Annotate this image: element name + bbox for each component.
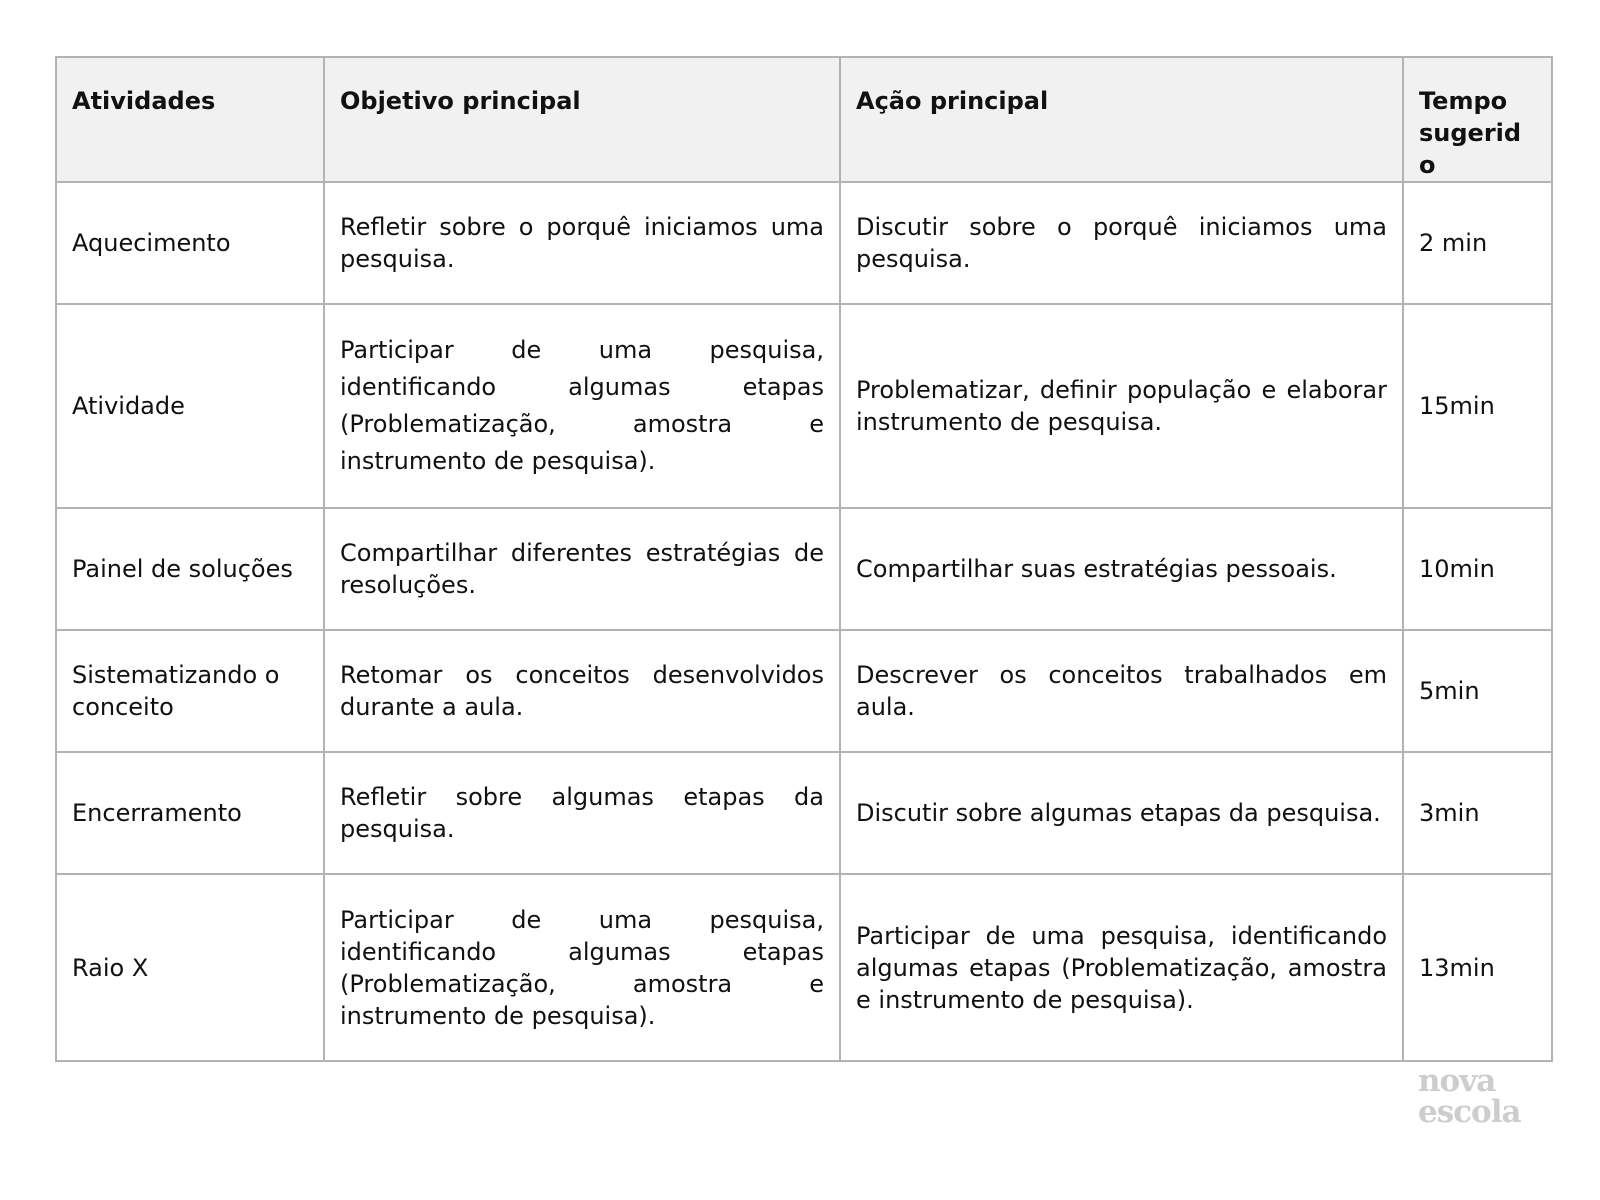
cell-acao: Discutir sobre algumas etapas da pesquisa. bbox=[840, 752, 1403, 874]
table-body bbox=[56, 182, 1552, 1061]
cell-objetivo: Compartilhar diferentes estratégias de resoluções. bbox=[324, 508, 840, 630]
cell-acao: Compartilhar suas estratégias pessoais. bbox=[840, 508, 1403, 630]
lesson-plan-table bbox=[55, 56, 1553, 1062]
table-row bbox=[56, 752, 1552, 874]
cell-atividade: Sistematizando o conceito bbox=[56, 630, 324, 752]
cell-tempo: 15min bbox=[1403, 304, 1552, 508]
header-acao-principal: Ação principal bbox=[840, 57, 1403, 182]
logo-line-nova: nova bbox=[1418, 1063, 1496, 1099]
cell-atividade: Aquecimento bbox=[56, 182, 324, 304]
cell-acao: Discutir sobre o porquê iniciamos uma pesquisa. bbox=[840, 182, 1403, 304]
table-row bbox=[56, 508, 1552, 630]
cell-tempo: 10min bbox=[1403, 508, 1552, 630]
table-row bbox=[56, 304, 1552, 508]
cell-objetivo: Refletir sobre algumas etapas da pesquisa. bbox=[324, 752, 840, 874]
cell-atividade: Atividade bbox=[56, 304, 324, 508]
cell-acao: Problematizar, definir população e elaborar instrumento de pesquisa. bbox=[840, 304, 1403, 508]
header-objetivo-principal: Objetivo principal bbox=[324, 57, 840, 182]
cell-atividade: Raio X bbox=[56, 874, 324, 1061]
table-row bbox=[56, 874, 1552, 1061]
cell-tempo: 3min bbox=[1403, 752, 1552, 874]
header-row bbox=[56, 57, 1552, 182]
table-row bbox=[56, 182, 1552, 304]
cell-atividade: Encerramento bbox=[56, 752, 324, 874]
cell-atividade: Painel de soluções bbox=[56, 508, 324, 630]
header-atividades: Atividades bbox=[56, 57, 324, 182]
cell-objetivo: Participar de uma pesquisa, identificando algumas etapas (Problematização, amostra e instrumento de pesquisa). bbox=[324, 874, 840, 1061]
logo-line-escola: escola bbox=[1418, 1094, 1521, 1130]
table-row bbox=[56, 630, 1552, 752]
cell-objetivo: Participar de uma pesquisa, identificando algumas etapas (Problematização, amostra e instrumento de pesquisa). bbox=[324, 304, 840, 508]
header-tempo-sugerido: Tempo sugerido bbox=[1403, 57, 1552, 182]
nova-escola-logo bbox=[1418, 1063, 1538, 1130]
cell-tempo: 2 min bbox=[1403, 182, 1552, 304]
cell-acao: Participar de uma pesquisa, identificando algumas etapas (Problematização, amostra e instrumento de pesquisa). bbox=[840, 874, 1403, 1061]
cell-tempo: 13min bbox=[1403, 874, 1552, 1061]
cell-objetivo: Retomar os conceitos desenvolvidos durante a aula. bbox=[324, 630, 840, 752]
cell-acao: Descrever os conceitos trabalhados em aula. bbox=[840, 630, 1403, 752]
table-header bbox=[56, 57, 1552, 182]
cell-tempo: 5min bbox=[1403, 630, 1552, 752]
cell-objetivo: Refletir sobre o porquê iniciamos uma pesquisa. bbox=[324, 182, 840, 304]
